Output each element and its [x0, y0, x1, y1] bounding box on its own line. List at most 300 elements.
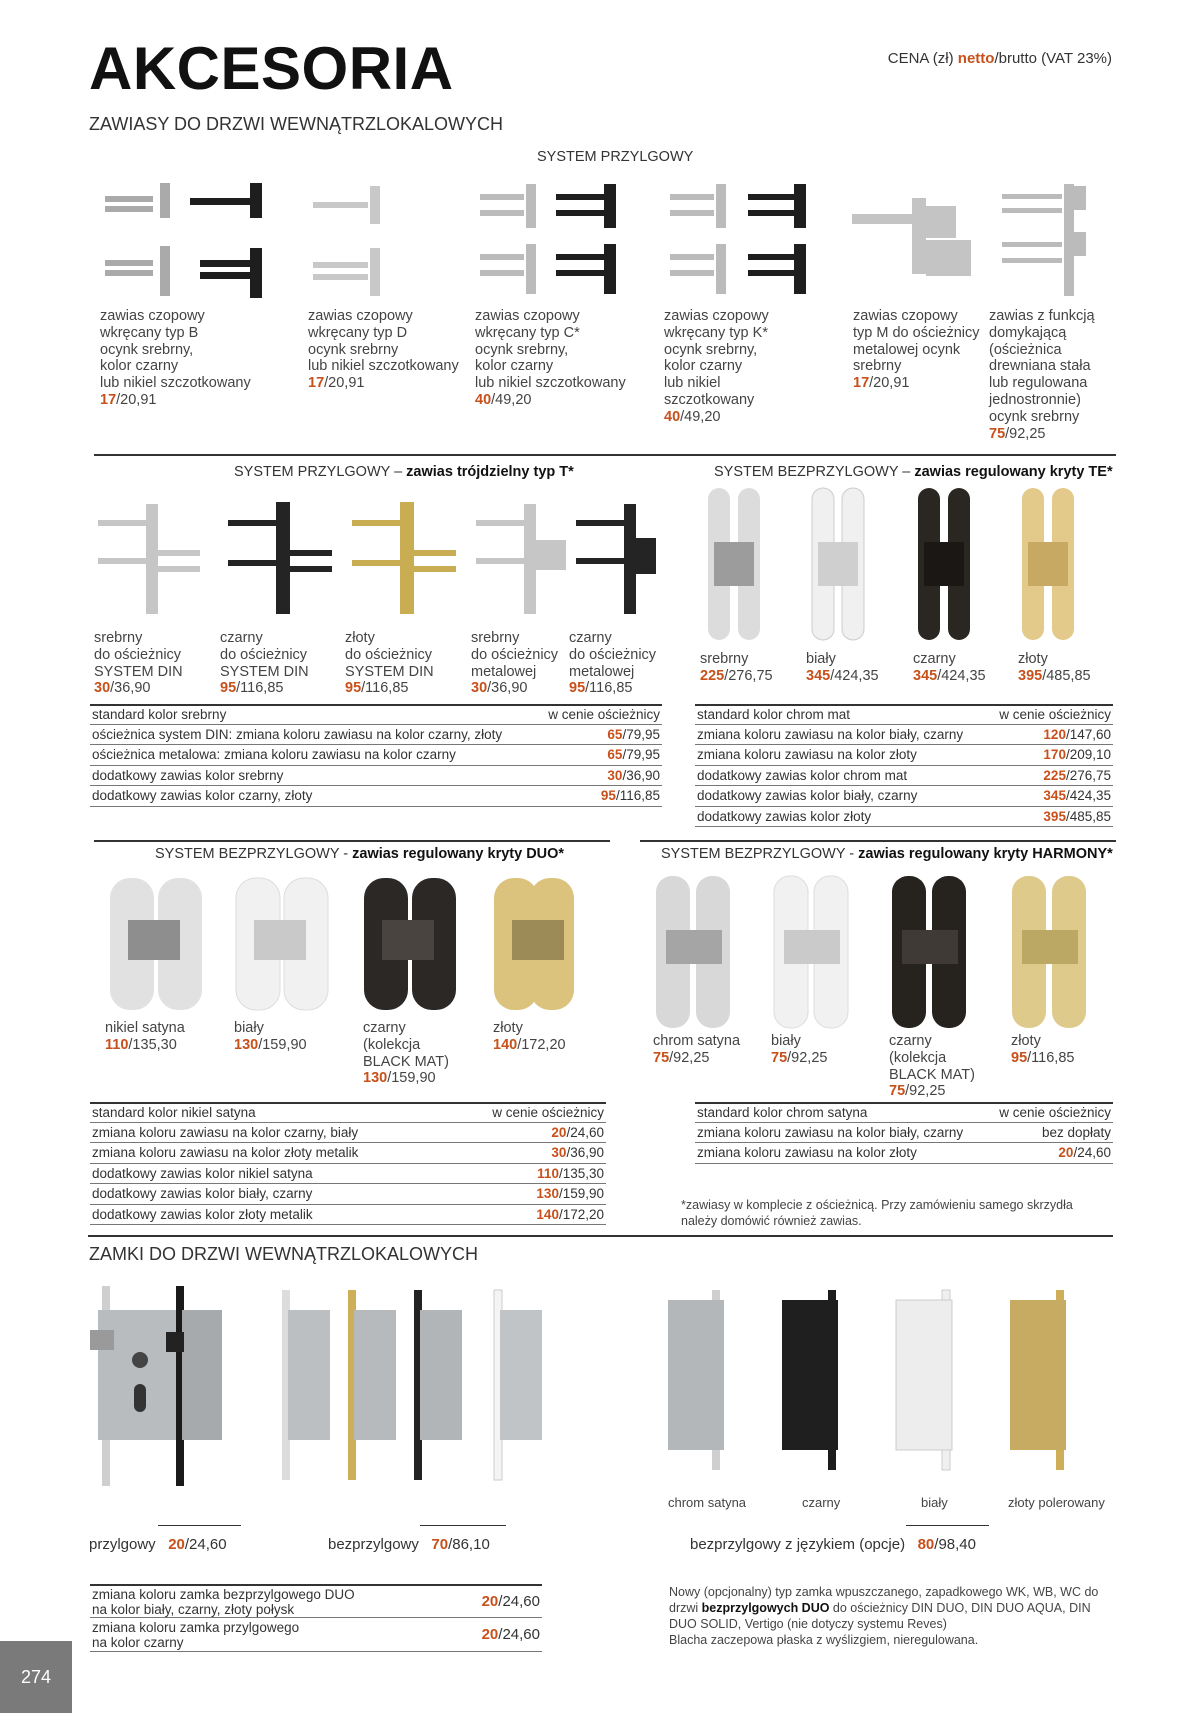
hinge-image-d — [308, 182, 388, 300]
table-row — [90, 1184, 606, 1205]
row-label: zmiana koloru zawiasu na kolor biały, czarny — [697, 726, 964, 742]
item-line: srebrny — [94, 630, 143, 646]
item-line: typ M do ościeżnicy — [853, 324, 980, 341]
divider — [88, 1235, 1113, 1237]
price-brutto: /485,85 — [1065, 808, 1111, 824]
row-value — [514, 1145, 604, 1160]
price-netto: 20 — [1058, 1145, 1074, 1161]
price-brutto: /24,60 — [566, 1124, 604, 1140]
item-price — [700, 668, 773, 685]
item-price — [913, 668, 986, 685]
row-label: dodatkowy zawias kolor chrom mat — [697, 767, 908, 783]
hinge-image-b — [100, 178, 270, 300]
price-netto: 20 — [168, 1536, 185, 1553]
row-label-line: na kolor czarny — [92, 1634, 184, 1650]
item-price — [653, 1050, 740, 1067]
row-value — [570, 747, 660, 762]
sec5-table — [695, 1102, 1113, 1164]
section-title-bold: zawias regulowany kryty DUO* — [352, 846, 565, 862]
price-brutto: /92,25 — [787, 1049, 828, 1066]
lock-color-gold: złoty polerowany — [1008, 1495, 1105, 1510]
item-price — [363, 1070, 449, 1087]
price-netto: 75 — [989, 425, 1006, 442]
item-line: biały — [771, 1033, 801, 1049]
row-label: dodatkowy zawias kolor biały, czarny — [92, 1186, 313, 1202]
price-note-prefix: CENA (zł) — [887, 50, 958, 67]
price-netto: 95 — [600, 788, 616, 804]
price-brutto: /20,91 — [869, 375, 910, 392]
item-price — [475, 392, 626, 409]
sec1-item-5 — [853, 308, 980, 392]
sec5-item-2 — [771, 1033, 827, 1067]
item-line: złoty — [1018, 651, 1048, 667]
item-line: nikiel satyna — [105, 1020, 185, 1036]
item-price — [1018, 668, 1091, 685]
sec1-item-1 — [100, 308, 251, 409]
page-title: AKCESORIA — [89, 35, 454, 102]
item-line: BLACK MAT) — [889, 1066, 975, 1083]
divider — [94, 840, 610, 842]
sec4-item-1 — [105, 1020, 185, 1054]
price-brutto: /24,60 — [498, 1593, 540, 1610]
row-value — [1021, 727, 1111, 742]
section-title-prefix: SYSTEM BEZPRZYLGOWY - — [661, 846, 859, 862]
divider — [420, 1525, 506, 1526]
item-line: do ościeżnicy — [471, 646, 559, 663]
price-netto: 130 — [363, 1070, 388, 1087]
price-netto: 130 — [536, 1186, 559, 1202]
divider — [906, 1525, 989, 1526]
row-label: zmiana koloru zawiasu na kolor złoty — [697, 747, 917, 763]
item-price — [471, 680, 558, 697]
price-brutto: /98,40 — [934, 1536, 976, 1553]
item-price — [664, 409, 769, 426]
price-netto: 20 — [481, 1626, 499, 1643]
page-subtitle: ZAWIASY DO DRZWI WEWNĄTRZLOKALOWYCH — [89, 114, 504, 134]
row-label: dodatkowy zawias kolor biały, czarny — [697, 788, 918, 804]
row-value — [548, 707, 660, 722]
row-value — [1021, 809, 1111, 824]
item-line: do ościeżnicy — [94, 646, 182, 663]
lock-color-black: czarny — [802, 1495, 841, 1510]
price-netto: 30 — [551, 1145, 567, 1161]
row-label-line: na kolor biały, czarny, złoty połysk — [92, 1601, 295, 1617]
row-label — [92, 1587, 355, 1617]
sec3-item-1 — [700, 651, 773, 685]
item-price — [308, 375, 459, 392]
item-line: kolor czarny — [475, 358, 554, 375]
row-value — [450, 1594, 540, 1609]
page-number: 274 — [0, 1641, 72, 1713]
item-line: lub nikiel — [664, 375, 721, 392]
row-label: ościeżnica metalowa: zmiana koloru zawiasu na kolor czarny — [92, 747, 456, 763]
item-line: kolor czarny — [664, 358, 743, 375]
row-value — [514, 1166, 604, 1181]
row-label: standard kolor chrom satyna — [697, 1105, 868, 1121]
row-label: standard kolor chrom mat — [697, 707, 851, 723]
divider — [94, 454, 1116, 456]
price-netto: 75 — [889, 1083, 906, 1100]
item-price — [806, 668, 879, 685]
row-label-line: zmiana koloru zamka przylgowego — [92, 1619, 300, 1635]
row-label: ościeżnica system DIN: zmiana koloru zawiasu na kolor czarny, złoty — [92, 726, 503, 742]
price-brutto: /36,90 — [110, 680, 151, 697]
price-netto: 95 — [345, 680, 362, 697]
price-netto: 30 — [471, 680, 488, 697]
price-brutto: /159,90 — [558, 1186, 604, 1202]
price-brutto: /424,35 — [937, 667, 986, 684]
item-line: czarny — [913, 651, 956, 667]
price-brutto: /79,95 — [622, 726, 660, 742]
price-brutto: /276,75 — [1065, 767, 1111, 783]
note-line: DUO SOLID, Vertigo (nie dotyczy systemu Reves) — [669, 1617, 947, 1631]
price-brutto: /79,95 — [622, 747, 660, 763]
lock-label: przylgowy — [89, 1536, 156, 1553]
price-brutto: /276,75 — [724, 667, 773, 684]
item-line: czarny — [220, 630, 263, 646]
row-label — [92, 1620, 299, 1650]
duo-hinges-image — [106, 872, 576, 1014]
price-brutto: /172,20 — [558, 1206, 604, 1222]
table-row — [695, 704, 1113, 725]
sec1-item-6 — [989, 308, 1095, 442]
table-row — [90, 766, 662, 787]
hinge-image-c — [478, 182, 628, 300]
price-brutto: /24,60 — [184, 1536, 227, 1553]
sec2-item-5 — [569, 630, 656, 697]
row-label: zmiana koloru zawiasu na kolor czarny, biały — [92, 1124, 359, 1140]
item-line: kolor czarny — [100, 358, 179, 375]
lock-label: bezprzylgowy z językiem (opcje) — [690, 1536, 906, 1553]
item-line: lub nikiel szczotkowany — [308, 358, 459, 375]
row-value — [1021, 788, 1111, 803]
item-line: ocynk srebrny, — [100, 341, 194, 358]
row-value — [514, 1125, 604, 1140]
sec1-item-4 — [664, 308, 769, 426]
item-line: do ościeżnicy — [569, 646, 657, 663]
price-netto: 20 — [551, 1124, 567, 1140]
divider — [640, 840, 1116, 842]
sec5-item-4 — [1011, 1033, 1074, 1067]
sec3-item-2 — [806, 651, 879, 685]
row-label: dodatkowy zawias kolor złoty metalik — [92, 1206, 313, 1222]
item-line: złoty — [1011, 1033, 1041, 1049]
hinge-image-m — [850, 196, 975, 282]
price-netto: 140 — [493, 1036, 518, 1053]
item-line: zawias czopowy — [664, 308, 769, 324]
sec4-item-2 — [234, 1020, 307, 1054]
item-line: czarny — [363, 1020, 406, 1036]
table-row — [695, 786, 1113, 807]
row-label-line: zmiana koloru zamka bezprzylgowego DUO — [92, 1586, 355, 1602]
item-price — [94, 680, 183, 697]
price-netto: 17 — [853, 375, 870, 392]
price-brutto: /92,25 — [669, 1049, 710, 1066]
item-line: do ościeżnicy — [345, 646, 433, 663]
row-value — [570, 788, 660, 803]
lock-label: bezprzylgowy — [328, 1536, 419, 1553]
item-line: drewniana stała — [989, 358, 1091, 375]
item-line: metalowej ocynk — [853, 341, 961, 358]
section-title-t — [234, 464, 574, 480]
row-value — [450, 1627, 540, 1642]
hinge-image-closing — [1000, 182, 1090, 300]
item-line: srebrny — [700, 651, 749, 667]
price-brutto: /159,90 — [387, 1070, 436, 1087]
row-label: standard kolor nikiel satyna — [92, 1105, 256, 1121]
table-row — [90, 1143, 606, 1164]
sec3-table — [695, 704, 1113, 827]
table-row — [90, 745, 662, 766]
item-line: zawias czopowy — [475, 308, 580, 324]
item-price — [100, 392, 251, 409]
item-line: biały — [234, 1020, 264, 1036]
price-brutto: /116,85 — [361, 680, 409, 697]
item-line: wkręcany typ D — [308, 324, 408, 341]
price-netto: 225 — [700, 667, 725, 684]
price-netto: 395 — [1043, 808, 1066, 824]
price-brutto: /209,10 — [1065, 747, 1111, 763]
price-netto: 130 — [234, 1036, 259, 1053]
item-line: biały — [806, 651, 836, 667]
price-brutto: /135,30 — [558, 1165, 604, 1181]
price-netto: 110 — [105, 1036, 129, 1053]
item-line: szczotkowany — [664, 391, 755, 408]
sec3-item-4 — [1018, 651, 1091, 685]
item-line: zawias z funkcją — [989, 308, 1095, 324]
item-line: zawias czopowy — [100, 308, 205, 324]
section-title-prefix: SYSTEM BEZPRZYLGOWY - — [155, 846, 353, 862]
price-brutto: bez dopłaty — [1041, 1124, 1111, 1140]
price-note-netto: netto — [957, 50, 995, 67]
item-line: zawias czopowy — [308, 308, 413, 324]
price-brutto: /116,85 — [236, 680, 284, 697]
table-row — [695, 766, 1113, 787]
table-row — [90, 1618, 542, 1652]
price-netto: 40 — [664, 408, 681, 425]
price-brutto: /135,30 — [128, 1036, 177, 1053]
item-line: ocynk srebrny — [308, 341, 399, 358]
row-label: dodatkowy zawias kolor czarny, złoty — [92, 788, 313, 804]
price-netto: 140 — [536, 1206, 559, 1222]
row-label: zmiana koloru zawiasu na kolor biały, czarny — [697, 1124, 964, 1140]
item-line: metalowej — [569, 663, 635, 680]
item-price — [493, 1037, 566, 1054]
sec5-item-3 — [889, 1033, 975, 1100]
price-brutto: /49,20 — [680, 408, 721, 425]
price-brutto: w cenie ościeżnicy — [548, 707, 660, 723]
item-price — [569, 680, 656, 697]
item-line: jednostronnie) — [989, 391, 1081, 408]
price-brutto: /116,85 — [585, 680, 633, 697]
table-row — [90, 704, 662, 725]
row-value — [1021, 1145, 1111, 1160]
price-netto: 70 — [431, 1536, 449, 1553]
row-label: dodatkowy zawias kolor nikiel satyna — [92, 1165, 313, 1181]
item-line: SYSTEM DIN — [94, 663, 183, 680]
item-price — [220, 680, 309, 697]
price-brutto: /485,85 — [1042, 667, 1091, 684]
price-brutto: /116,85 — [615, 788, 660, 804]
item-line: czarny — [889, 1033, 932, 1049]
item-line: chrom satyna — [653, 1033, 741, 1049]
price-brutto: /424,35 — [830, 667, 879, 684]
price-netto: 345 — [806, 667, 831, 684]
section-title-prefix: SYSTEM PRZYLGOWY – — [234, 464, 407, 480]
item-price — [105, 1037, 185, 1054]
section-title-bold: zawias regulowany kryty TE* — [914, 464, 1113, 480]
item-line: zawias czopowy — [853, 308, 958, 324]
table-row — [90, 725, 662, 746]
price-netto: 80 — [917, 1536, 935, 1553]
price-netto: 95 — [1011, 1049, 1028, 1066]
table-row — [695, 1123, 1113, 1144]
harmony-hinges-image — [652, 872, 1112, 1032]
locks-bezprzylgowy-image — [664, 1280, 1114, 1480]
price-brutto: /92,25 — [905, 1083, 946, 1100]
locks-przylgowy-image — [90, 1280, 560, 1495]
sec2-table — [90, 704, 662, 807]
sec2-item-4 — [471, 630, 558, 697]
section-title-bold: zawias regulowany kryty HARMONY* — [858, 846, 1113, 862]
item-line: ocynk srebrny — [989, 408, 1080, 425]
table-row — [695, 725, 1113, 746]
price-netto: 395 — [1018, 667, 1043, 684]
item-price — [234, 1037, 307, 1054]
hinge-footnote: *zawiasy w komplecie z ościeżnicą. Przy zamówieniu samego skrzydła należy domówić również zawias. — [681, 1198, 1073, 1228]
row-label: dodatkowy zawias kolor złoty — [697, 808, 872, 824]
item-line: do ościeżnicy — [220, 646, 308, 663]
section-title-harmony — [661, 846, 1113, 862]
price-brutto: /20,91 — [116, 391, 157, 408]
sec4-table — [90, 1102, 606, 1225]
price-netto: 345 — [1043, 788, 1066, 804]
row-value — [999, 1105, 1111, 1120]
row-label: standard kolor srebrny — [92, 707, 227, 723]
sec2-item-3 — [345, 630, 434, 697]
section-title-prefix: SYSTEM BEZPRZYLGOWY – — [714, 464, 915, 480]
item-line: SYSTEM DIN — [220, 663, 309, 680]
price-netto: 225 — [1043, 767, 1066, 783]
t-hinges-image — [98, 498, 658, 622]
price-netto: 345 — [913, 667, 938, 684]
item-line: ocynk srebrny, — [664, 341, 758, 358]
item-line: metalowej — [471, 663, 537, 680]
price-netto: 30 — [607, 767, 623, 783]
row-value — [492, 1105, 604, 1120]
price-brutto: /24,60 — [1073, 1145, 1111, 1161]
locks-table — [90, 1584, 542, 1652]
item-line: czarny — [569, 630, 612, 646]
table-row — [90, 786, 662, 807]
item-line: srebrny — [471, 630, 520, 646]
price-brutto: /24,60 — [498, 1626, 540, 1643]
price-brutto: /92,25 — [1005, 425, 1046, 442]
price-netto: 17 — [100, 391, 117, 408]
price-note-suffix: /brutto (VAT 23%) — [994, 50, 1112, 67]
item-line: (kolekcja — [363, 1036, 421, 1053]
price-netto: 20 — [481, 1593, 499, 1610]
note-line: Blacha zaczepowa płaska z wyślizgiem, nieregulowana. — [669, 1633, 979, 1647]
item-line: srebrny — [853, 358, 902, 375]
price-brutto: /116,85 — [1027, 1049, 1075, 1066]
price-brutto: /36,90 — [622, 767, 660, 783]
item-price — [853, 375, 980, 392]
price-netto: 110 — [537, 1165, 559, 1181]
note-text: drzwi — [669, 1601, 702, 1615]
item-line: wkręcany typ C* — [475, 324, 580, 341]
sec2-item-2 — [220, 630, 309, 697]
sec1-item-3 — [475, 308, 626, 409]
table-row — [90, 1102, 606, 1123]
price-brutto: /172,20 — [517, 1036, 566, 1053]
price-brutto: w cenie ościeżnicy — [492, 1105, 604, 1121]
table-row — [695, 1102, 1113, 1123]
item-line: złoty — [493, 1020, 523, 1036]
price-netto: 120 — [1043, 726, 1066, 742]
section-title-te — [714, 464, 1113, 480]
price-brutto: /20,91 — [324, 375, 365, 392]
table-row — [695, 1143, 1113, 1164]
item-line: SYSTEM DIN — [345, 663, 434, 680]
table-row — [90, 1123, 606, 1144]
price-netto: 65 — [607, 747, 623, 763]
price-brutto: /147,60 — [1065, 726, 1111, 742]
sec5-item-1 — [653, 1033, 740, 1067]
price-netto: 17 — [308, 375, 325, 392]
hinge-image-k — [668, 182, 818, 300]
price-brutto: w cenie ościeżnicy — [999, 1105, 1111, 1121]
item-line: wkręcany typ B — [100, 324, 199, 341]
lock-color-white: biały — [921, 1495, 948, 1510]
row-value — [570, 727, 660, 742]
section-title-duo — [155, 846, 564, 862]
price-brutto: /424,35 — [1065, 788, 1111, 804]
item-line: (ościeżnica — [989, 341, 1062, 358]
row-value — [514, 1186, 604, 1201]
table-row — [90, 1584, 542, 1618]
item-price — [345, 680, 434, 697]
sec3-item-3 — [913, 651, 986, 685]
row-value — [514, 1207, 604, 1222]
divider — [158, 1525, 241, 1526]
table-row — [695, 745, 1113, 766]
price-netto: 75 — [771, 1049, 788, 1066]
price-netto: 75 — [653, 1049, 670, 1066]
item-line: wkręcany typ K* — [664, 324, 768, 341]
item-line: lub nikiel szczotkowany — [475, 375, 626, 392]
price-netto: 95 — [569, 680, 586, 697]
lock-opcje-price — [690, 1536, 976, 1553]
row-label: zmiana koloru zawiasu na kolor złoty — [697, 1145, 917, 1161]
item-price — [771, 1050, 827, 1067]
item-line: (kolekcja — [889, 1049, 947, 1066]
item-price — [1011, 1050, 1074, 1067]
te-hinges-image — [700, 484, 1110, 644]
table-row — [90, 1164, 606, 1185]
price-brutto: w cenie ościeżnicy — [999, 707, 1111, 723]
note-line: Nowy (opcjonalny) typ zamka wpuszczanego, zapadkowego WK, WB, WC do — [669, 1585, 1099, 1599]
price-netto: 65 — [607, 726, 623, 742]
note-line — [669, 1600, 1119, 1616]
lock-color-chrome: chrom satyna — [668, 1495, 747, 1510]
item-line: złoty — [345, 630, 375, 646]
lock-przylgowy-price — [89, 1536, 227, 1553]
lock-bezprzylgowy-price — [328, 1536, 490, 1553]
item-line: ocynk srebrny, — [475, 341, 569, 358]
price-netto: 170 — [1043, 747, 1066, 763]
sec4-item-4 — [493, 1020, 566, 1054]
